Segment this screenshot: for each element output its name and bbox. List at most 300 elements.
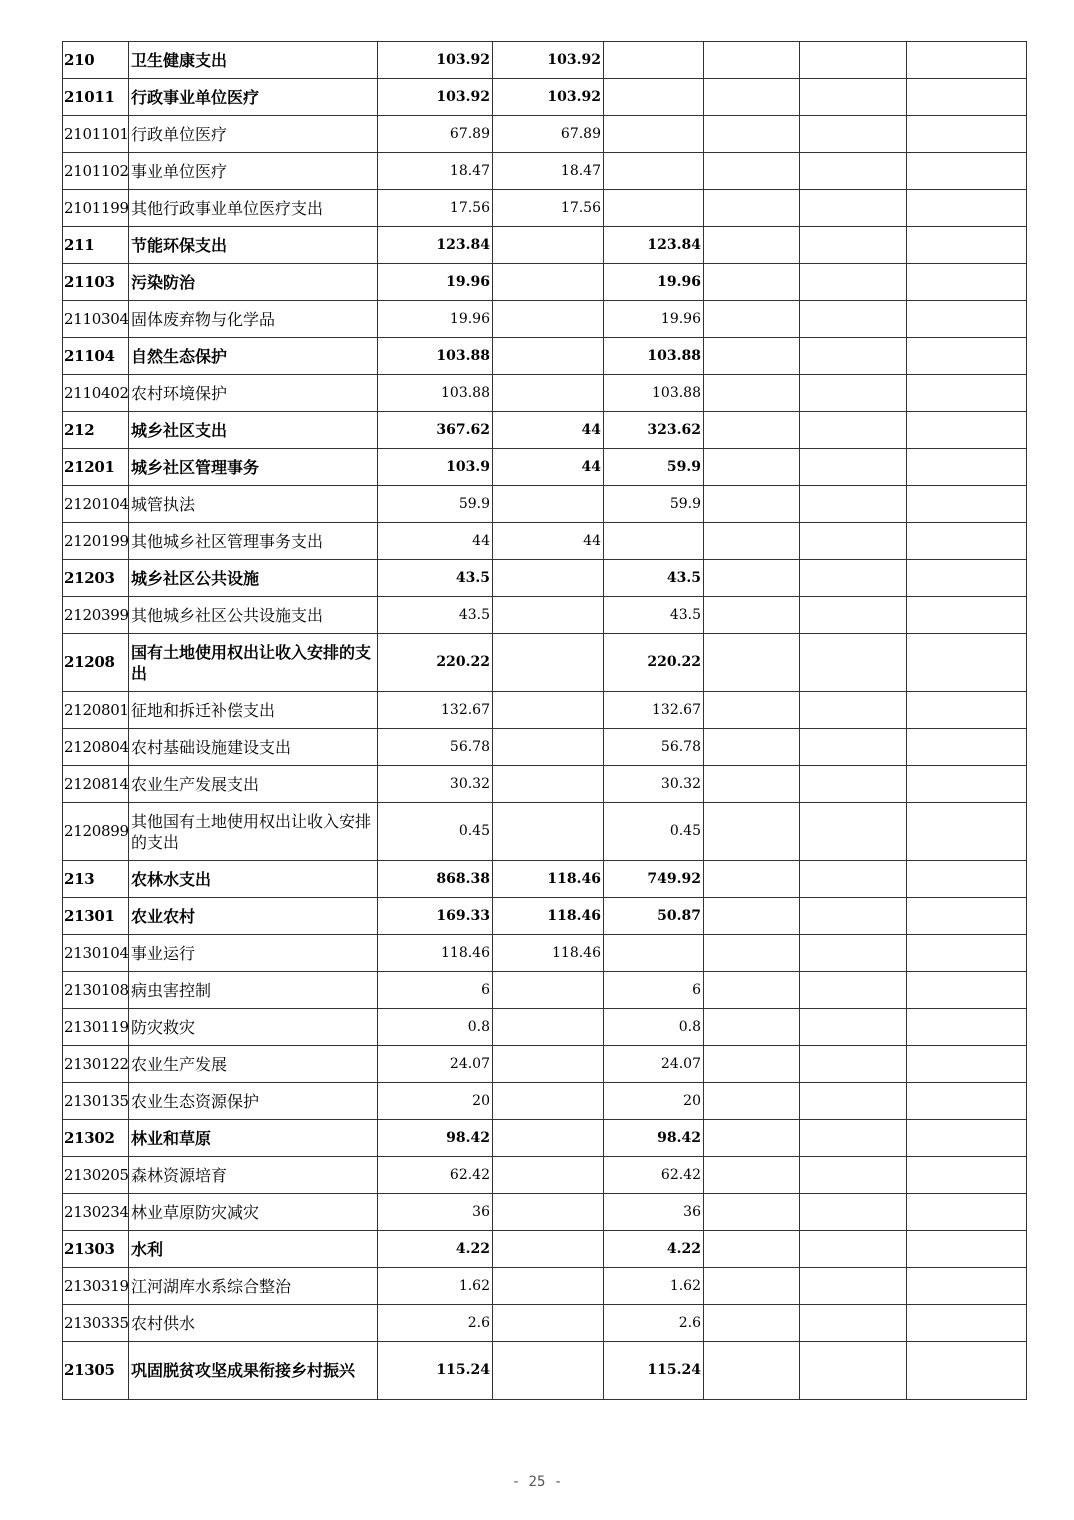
empty-cell [800,375,907,412]
code-cell: 2130108 [63,972,129,1009]
empty-cell [907,42,1027,79]
empty-cell [704,972,800,1009]
empty-cell [800,116,907,153]
empty-cell [704,375,800,412]
basic-cell [493,301,604,338]
empty-cell [907,412,1027,449]
table-row [63,1231,1027,1268]
table-row [63,153,1027,190]
empty-cell [704,79,800,116]
empty-cell [907,1157,1027,1194]
name-cell: 其他城乡社区管理事务支出 [129,523,378,560]
table-row [63,301,1027,338]
empty-cell [704,766,800,803]
total-cell: 24.07 [378,1046,493,1083]
name-cell: 农村基础设施建设支出 [129,729,378,766]
project-cell: 220.22 [604,634,704,692]
basic-cell [493,338,604,375]
basic-cell [493,560,604,597]
table-row [63,1009,1027,1046]
project-cell: 103.88 [604,375,704,412]
empty-cell [907,338,1027,375]
empty-cell [800,264,907,301]
basic-cell [493,1157,604,1194]
code-cell: 2120804 [63,729,129,766]
empty-cell [800,486,907,523]
empty-cell [704,597,800,634]
name-cell: 城乡社区支出 [129,412,378,449]
code-cell: 2130319 [63,1268,129,1305]
table-row [63,412,1027,449]
code-cell: 2101101 [63,116,129,153]
project-cell: 98.42 [604,1120,704,1157]
empty-cell [800,1157,907,1194]
basic-cell [493,1009,604,1046]
total-cell: 0.45 [378,803,493,861]
empty-cell [800,898,907,935]
empty-cell [704,634,800,692]
project-cell: 132.67 [604,692,704,729]
table-row [63,1157,1027,1194]
empty-cell [800,861,907,898]
empty-cell [800,523,907,560]
total-cell: 103.92 [378,42,493,79]
project-cell: 62.42 [604,1157,704,1194]
code-cell: 2130135 [63,1083,129,1120]
project-cell: 59.9 [604,449,704,486]
empty-cell [907,190,1027,227]
project-cell [604,523,704,560]
total-cell: 169.33 [378,898,493,935]
name-cell: 农村供水 [129,1305,378,1342]
name-cell: 农林水支出 [129,861,378,898]
code-cell: 2130119 [63,1009,129,1046]
table-row [63,1342,1027,1400]
empty-cell [704,264,800,301]
empty-cell [704,1305,800,1342]
total-cell: 18.47 [378,153,493,190]
name-cell: 国有土地使用权出让收入安排的支出 [129,634,378,692]
table-row [63,861,1027,898]
code-cell: 21208 [63,634,129,692]
basic-cell [493,1120,604,1157]
project-cell: 1.62 [604,1268,704,1305]
total-cell: 103.88 [378,375,493,412]
basic-cell: 118.46 [493,898,604,935]
name-cell: 水利 [129,1231,378,1268]
empty-cell [800,1268,907,1305]
empty-cell [704,898,800,935]
code-cell: 2130122 [63,1046,129,1083]
total-cell: 30.32 [378,766,493,803]
empty-cell [800,766,907,803]
project-cell: 115.24 [604,1342,704,1400]
code-cell: 211 [63,227,129,264]
empty-cell [907,1083,1027,1120]
empty-cell [704,412,800,449]
total-cell: 62.42 [378,1157,493,1194]
table-row [63,227,1027,264]
table-row [63,338,1027,375]
table-row [63,486,1027,523]
code-cell: 2130104 [63,935,129,972]
empty-cell [800,79,907,116]
project-cell: 0.8 [604,1009,704,1046]
table-row [63,1083,1027,1120]
code-cell: 2130335 [63,1305,129,1342]
name-cell: 节能环保支出 [129,227,378,264]
code-cell: 21011 [63,79,129,116]
basic-cell: 17.56 [493,190,604,227]
project-cell: 0.45 [604,803,704,861]
name-cell: 征地和拆迁补偿支出 [129,692,378,729]
table-row [63,560,1027,597]
code-cell: 21104 [63,338,129,375]
empty-cell [907,301,1027,338]
empty-cell [800,692,907,729]
empty-cell [800,412,907,449]
empty-cell [704,803,800,861]
name-cell: 事业运行 [129,935,378,972]
total-cell: 19.96 [378,301,493,338]
name-cell: 事业单位医疗 [129,153,378,190]
code-cell: 210 [63,42,129,79]
table-row [63,692,1027,729]
code-cell: 2120814 [63,766,129,803]
empty-cell [800,803,907,861]
basic-cell [493,1194,604,1231]
name-cell: 固体废弃物与化学品 [129,301,378,338]
basic-cell [493,264,604,301]
table-body [63,42,1027,1400]
table-row [63,375,1027,412]
empty-cell [704,560,800,597]
basic-cell [493,1305,604,1342]
basic-cell [493,375,604,412]
code-cell: 2101102 [63,153,129,190]
project-cell: 123.84 [604,227,704,264]
basic-cell [493,1231,604,1268]
table-row [63,972,1027,1009]
project-cell [604,153,704,190]
basic-cell [493,692,604,729]
table-row [63,597,1027,634]
empty-cell [907,692,1027,729]
empty-cell [704,729,800,766]
empty-cell [800,1120,907,1157]
basic-cell: 44 [493,449,604,486]
project-cell [604,79,704,116]
basic-cell [493,1046,604,1083]
empty-cell [907,375,1027,412]
code-cell: 2130205 [63,1157,129,1194]
project-cell: 103.88 [604,338,704,375]
name-cell: 农业生产发展支出 [129,766,378,803]
total-cell: 103.88 [378,338,493,375]
code-cell: 2120199 [63,523,129,560]
total-cell: 367.62 [378,412,493,449]
code-cell: 2130234 [63,1194,129,1231]
empty-cell [800,729,907,766]
empty-cell [800,1046,907,1083]
empty-cell [907,861,1027,898]
total-cell: 20 [378,1083,493,1120]
code-cell: 2110402 [63,375,129,412]
table-row [63,79,1027,116]
table-row [63,116,1027,153]
name-cell: 城乡社区管理事务 [129,449,378,486]
empty-cell [800,1194,907,1231]
name-cell: 林业和草原 [129,1120,378,1157]
name-cell: 卫生健康支出 [129,42,378,79]
basic-cell [493,486,604,523]
name-cell: 农业农村 [129,898,378,935]
empty-cell [907,1268,1027,1305]
empty-cell [907,972,1027,1009]
total-cell: 19.96 [378,264,493,301]
empty-cell [704,338,800,375]
name-cell: 农业生产发展 [129,1046,378,1083]
name-cell: 行政单位医疗 [129,116,378,153]
basic-cell [493,634,604,692]
empty-cell [704,861,800,898]
project-cell: 36 [604,1194,704,1231]
empty-cell [704,1083,800,1120]
empty-cell [704,1009,800,1046]
empty-cell [704,42,800,79]
total-cell: 6 [378,972,493,1009]
empty-cell [907,523,1027,560]
basic-cell [493,729,604,766]
empty-cell [800,42,907,79]
table-row [63,1120,1027,1157]
table-row [63,190,1027,227]
code-cell: 21305 [63,1342,129,1400]
empty-cell [907,1009,1027,1046]
empty-cell [907,486,1027,523]
total-cell: 36 [378,1194,493,1231]
page-number: - 25 - [511,1474,563,1490]
empty-cell [800,338,907,375]
name-cell: 自然生态保护 [129,338,378,375]
project-cell [604,935,704,972]
code-cell: 2101199 [63,190,129,227]
total-cell: 220.22 [378,634,493,692]
empty-cell [704,301,800,338]
empty-cell [704,935,800,972]
basic-cell: 118.46 [493,861,604,898]
empty-cell [907,1231,1027,1268]
empty-cell [704,523,800,560]
total-cell: 0.8 [378,1009,493,1046]
name-cell: 行政事业单位医疗 [129,79,378,116]
basic-cell [493,1342,604,1400]
empty-cell [704,1046,800,1083]
table-row [63,935,1027,972]
empty-cell [800,1305,907,1342]
empty-cell [907,264,1027,301]
project-cell: 19.96 [604,301,704,338]
table-row [63,449,1027,486]
code-cell: 21203 [63,560,129,597]
empty-cell [907,898,1027,935]
empty-cell [800,935,907,972]
total-cell: 67.89 [378,116,493,153]
project-cell: 30.32 [604,766,704,803]
name-cell: 病虫害控制 [129,972,378,1009]
empty-cell [907,634,1027,692]
empty-cell [907,560,1027,597]
empty-cell [800,449,907,486]
empty-cell [704,486,800,523]
empty-cell [907,1342,1027,1400]
project-cell: 6 [604,972,704,1009]
empty-cell [800,190,907,227]
total-cell: 103.92 [378,79,493,116]
code-cell: 2120899 [63,803,129,861]
basic-cell [493,227,604,264]
basic-cell [493,803,604,861]
empty-cell [907,729,1027,766]
basic-cell [493,1083,604,1120]
project-cell: 24.07 [604,1046,704,1083]
empty-cell [704,692,800,729]
empty-cell [704,1120,800,1157]
total-cell: 4.22 [378,1231,493,1268]
empty-cell [704,1342,800,1400]
total-cell: 98.42 [378,1120,493,1157]
empty-cell [800,1231,907,1268]
basic-cell [493,597,604,634]
empty-cell [800,1342,907,1400]
total-cell: 17.56 [378,190,493,227]
empty-cell [800,227,907,264]
total-cell: 43.5 [378,597,493,634]
code-cell: 213 [63,861,129,898]
table-row [63,729,1027,766]
table-row [63,1268,1027,1305]
code-cell: 2120104 [63,486,129,523]
empty-cell [704,1231,800,1268]
budget-table [62,41,1027,1400]
code-cell: 21201 [63,449,129,486]
empty-cell [704,153,800,190]
name-cell: 森林资源培育 [129,1157,378,1194]
empty-cell [907,227,1027,264]
name-cell: 防灾救灾 [129,1009,378,1046]
empty-cell [907,597,1027,634]
project-cell: 43.5 [604,560,704,597]
code-cell: 2110304 [63,301,129,338]
total-cell: 868.38 [378,861,493,898]
empty-cell [907,766,1027,803]
empty-cell [800,301,907,338]
project-cell [604,190,704,227]
total-cell: 118.46 [378,935,493,972]
project-cell: 43.5 [604,597,704,634]
project-cell: 2.6 [604,1305,704,1342]
project-cell: 50.87 [604,898,704,935]
basic-cell: 44 [493,523,604,560]
total-cell: 132.67 [378,692,493,729]
basic-cell: 118.46 [493,935,604,972]
total-cell: 2.6 [378,1305,493,1342]
empty-cell [800,634,907,692]
empty-cell [907,449,1027,486]
empty-cell [704,227,800,264]
table-row [63,803,1027,861]
empty-cell [800,1083,907,1120]
table-row [63,1194,1027,1231]
code-cell: 21301 [63,898,129,935]
code-cell: 2120801 [63,692,129,729]
total-cell: 115.24 [378,1342,493,1400]
code-cell: 21103 [63,264,129,301]
table-row [63,264,1027,301]
name-cell: 农村环境保护 [129,375,378,412]
project-cell: 749.92 [604,861,704,898]
empty-cell [907,79,1027,116]
empty-cell [907,116,1027,153]
project-cell: 323.62 [604,412,704,449]
empty-cell [907,1120,1027,1157]
project-cell: 56.78 [604,729,704,766]
table-row [63,1046,1027,1083]
code-cell: 2120399 [63,597,129,634]
code-cell: 21302 [63,1120,129,1157]
name-cell: 江河湖库水系综合整治 [129,1268,378,1305]
name-cell: 污染防治 [129,264,378,301]
total-cell: 1.62 [378,1268,493,1305]
total-cell: 43.5 [378,560,493,597]
table-row [63,766,1027,803]
basic-cell: 103.92 [493,42,604,79]
basic-cell [493,972,604,1009]
name-cell: 其他国有土地使用权出让收入安排的支出 [129,803,378,861]
empty-cell [800,1009,907,1046]
empty-cell [704,1157,800,1194]
name-cell: 城管执法 [129,486,378,523]
project-cell: 4.22 [604,1231,704,1268]
empty-cell [800,972,907,1009]
empty-cell [704,1268,800,1305]
name-cell: 其他城乡社区公共设施支出 [129,597,378,634]
total-cell: 103.9 [378,449,493,486]
basic-cell: 44 [493,412,604,449]
project-cell: 59.9 [604,486,704,523]
empty-cell [704,449,800,486]
code-cell: 212 [63,412,129,449]
empty-cell [704,190,800,227]
empty-cell [704,116,800,153]
project-cell [604,42,704,79]
empty-cell [907,1194,1027,1231]
empty-cell [907,935,1027,972]
basic-cell: 18.47 [493,153,604,190]
empty-cell [800,560,907,597]
empty-cell [800,597,907,634]
empty-cell [907,1305,1027,1342]
table-row [63,898,1027,935]
name-cell: 农业生态资源保护 [129,1083,378,1120]
total-cell: 44 [378,523,493,560]
table-row [63,1305,1027,1342]
basic-cell: 103.92 [493,79,604,116]
basic-cell [493,766,604,803]
project-cell: 20 [604,1083,704,1120]
name-cell: 巩固脱贫攻坚成果衔接乡村振兴 [129,1342,378,1400]
basic-cell [493,1268,604,1305]
